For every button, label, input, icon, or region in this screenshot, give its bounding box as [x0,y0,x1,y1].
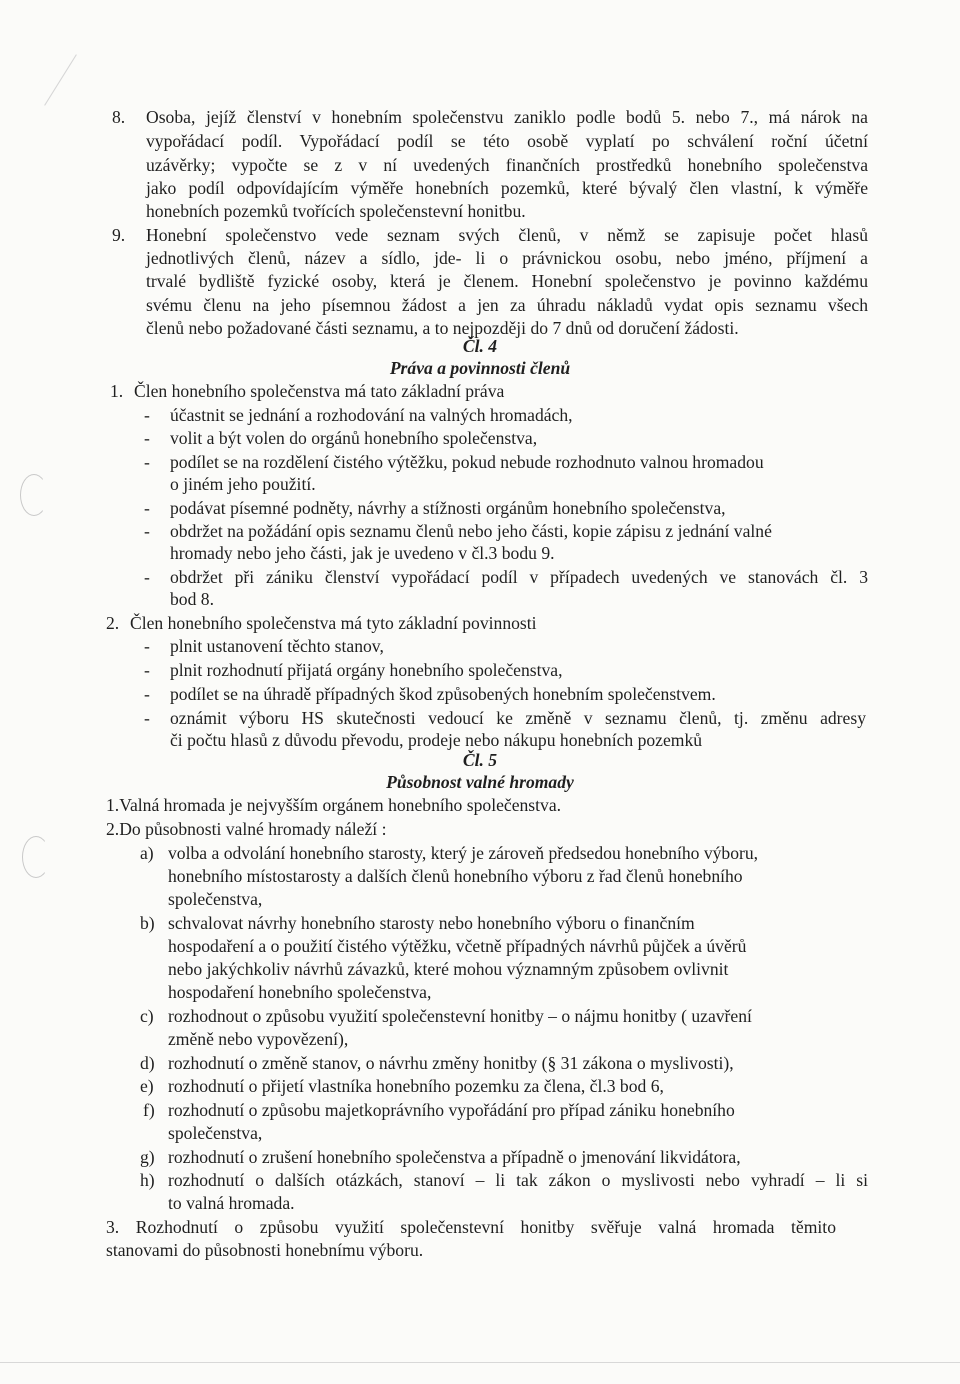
competence-letter-h: h) [140,1170,155,1190]
punch-hole-lower [22,836,50,878]
duties-bullet-3: - [144,684,150,704]
section-number-8: 8. [112,107,126,127]
s8-line-5: honebních pozemků tvořících společenstevní honitbu. [146,201,526,221]
competence-a-line-1: volba a odvolání honebního starosty, který je zároveň předsedou honebního výboru, [168,843,759,863]
competence-a-line-2: honebního místostarosty a dalších členů honebního výboru z řad členů honebního [168,866,743,886]
paragraph-3-line-2: stanovami do působnosti honebnímu výboru. [106,1240,424,1260]
rights-bullet-3: - [144,452,150,472]
competence-letter-c: c) [140,1006,154,1026]
duties-bullet-2: - [144,660,150,680]
competence-g-line-1: rozhodnutí o zrušení honebního společenstva a případně o jmenování likvidátora, [168,1147,741,1167]
competence-f-line-2: společenstva, [168,1123,263,1143]
duties-item-1: plnit ustanovení těchto stanov, [170,636,384,656]
competence-d-line-1: rozhodnutí o změně stanov, o návrhu změny honitby (§ 31 zákona o myslivosti), [168,1053,734,1073]
duties-bullet-4: - [144,708,150,728]
duties-bullet-1: - [144,636,150,656]
s9-line-5: členů nebo požadované části seznamu, a to nejpozději do 7 dnů od doručení žádosti. [146,318,739,338]
rights-item-3-line-1: podílet se na rozdělení čistého výtěžku, pokud nebude rozhodnuto valnou hromadou [170,452,764,472]
competence-c-line-2: změně nebo vypovězení), [168,1029,349,1049]
s8-line-1: Osoba, jejíž členství v honebním společenstvu zaniklo podle bodů 5. nebo 7., má nárok na [146,107,868,127]
rights-item-3-line-2: o jiném jeho použití. [170,474,316,494]
s9-line-3: trvalé bydliště fyzické osoby, která je členem. Honební společenstvo je povinno každému [146,271,868,291]
competence-a-line-3: společenstva, [168,889,263,909]
rights-bullet-2: - [144,428,150,448]
competence-letter-g: g) [140,1147,155,1167]
s8-line-2: vypořádací podíl. Vypořádací podíl se této osobě vyplatí po schválení roční účetní [146,131,868,151]
duties-item-2: plnit rozhodnutí přijatá orgány honebního společenstva, [170,660,563,680]
s9-line-2: jednotlivých členů, název a sídlo, jde- li o právnickou osobu, nebo jméno, příjmení a [146,248,868,268]
rights-item-4: podávat písemné podněty, návrhy a stížnosti orgánům honebního společenstva, [170,498,726,518]
competence-letter-a: a) [140,843,154,863]
paragraph-2: 2.Do působnosti valné hromady náleží : [106,819,387,839]
article-4-title: Práva a povinnosti členů [389,358,571,378]
competence-c-line-1: rozhodnout o způsobu využití společenstevní honitby – o nájmu honitby ( uzavření [168,1006,752,1026]
scan-edge-line [0,1362,960,1363]
rights-bullet-4: - [144,498,150,518]
paragraph-3-line-1: 3. Rozhodnutí o způsobu využití společenstevní honitby svěřuje valná hromada těmito [106,1217,836,1237]
rights-bullet-1: - [144,405,150,425]
competence-e-line-1: rozhodnutí o přijetí vlastníka honebního pozemku za člena, čl.3 bod 6, [168,1076,664,1096]
duties-intro: Člen honebního společenstva má tyto základní povinnosti [130,613,537,633]
paragraph-1: 1.Valná hromada je nejvyšším orgánem honebního společenstva. [106,795,562,815]
competence-b-line-4: hospodaření honebního společenstva, [168,982,432,1002]
duties-item-4-line-2: či počtu hlasů z důvodu převodu, prodeje nebo nákupu honebních pozemků [170,730,703,750]
rights-item-5-line-2: hromady nebo jeho části, jak je uvedeno v čl.3 bodu 9. [170,543,555,563]
s8-line-4: jako podíl odpovídajícím výměře honebních pozemků, které bývalý člen vlastní, k výměře [146,178,868,198]
article-5-title: Působnost valné hromady [386,772,574,792]
rights-number: 1. [110,381,124,401]
s8-line-3: uzávěrky; vypočte se z v ní uvedených finančních prostředků honebního společenstva [146,155,868,175]
competence-h-line-2: to valná hromada. [168,1193,295,1213]
article-4-number: Čl. 4 [462,336,498,356]
duties-item-3: podílet se na úhradě případných škod způsobených honebním společenstvem. [170,684,716,704]
competence-b-line-3: nebo jakýchkoliv návrhů závazků, které mohou významným způsobem ovlivnit [168,959,729,979]
competence-letter-f: f) [143,1100,155,1120]
rights-bullet-5: - [144,521,150,541]
rights-item-1: účastnit se jednání a rozhodování na valných hromadách, [170,405,573,425]
article-5-number: Čl. 5 [462,750,498,770]
competence-letter-b: b) [140,913,155,933]
rights-intro: Člen honebního společenstva má tato základní práva [134,381,505,401]
s9-line-4: svému členu na jeho písemnou žádost a jen za úhradu nákladů vydat opis seznamu všech [146,295,868,315]
competence-letter-d: d) [140,1053,155,1073]
duties-number: 2. [106,613,120,633]
competence-h-line-1: rozhodnutí o dalších otázkách, stanoví – li tak zákon o myslivosti nebo vyhradí – li si [168,1170,868,1190]
section-number-9: 9. [112,225,126,245]
duties-item-4-line-1: oznámit výboru HS skutečnosti vedoucí ke změně v seznamu členů, tj. změnu adresy [170,708,866,728]
rights-item-5-line-1: obdržet na požádání opis seznamu členů nebo jeho části, kopie zápisu z jednání valné [170,521,772,541]
rights-item-6-line-2: bod 8. [170,589,214,609]
s9-line-1: Honební společenstvo vede seznam svých členů, v němž se zapisuje počet hlasů [146,225,868,245]
competence-f-line-1: rozhodnutí o způsobu majetkoprávního vypořádání pro případ zániku honebního [168,1100,735,1120]
scan-streak [44,54,77,105]
competence-b-line-2: hospodaření a o použití čistého výtěžku, včetně případných návrhů půjček a úvěrů [168,936,747,956]
punch-hole-upper [20,474,48,516]
rights-bullet-6: - [144,567,150,587]
rights-item-6-line-1: obdržet při zániku členství vypořádací podíl v případech uvedených ve stanovách čl. 3 [170,567,868,587]
competence-letter-e: e) [140,1076,154,1096]
competence-b-line-1: schvalovat návrhy honebního starosty nebo honebního výboru o finančním [168,913,695,933]
rights-item-2: volit a být volen do orgánů honebního společenstva, [170,428,538,448]
